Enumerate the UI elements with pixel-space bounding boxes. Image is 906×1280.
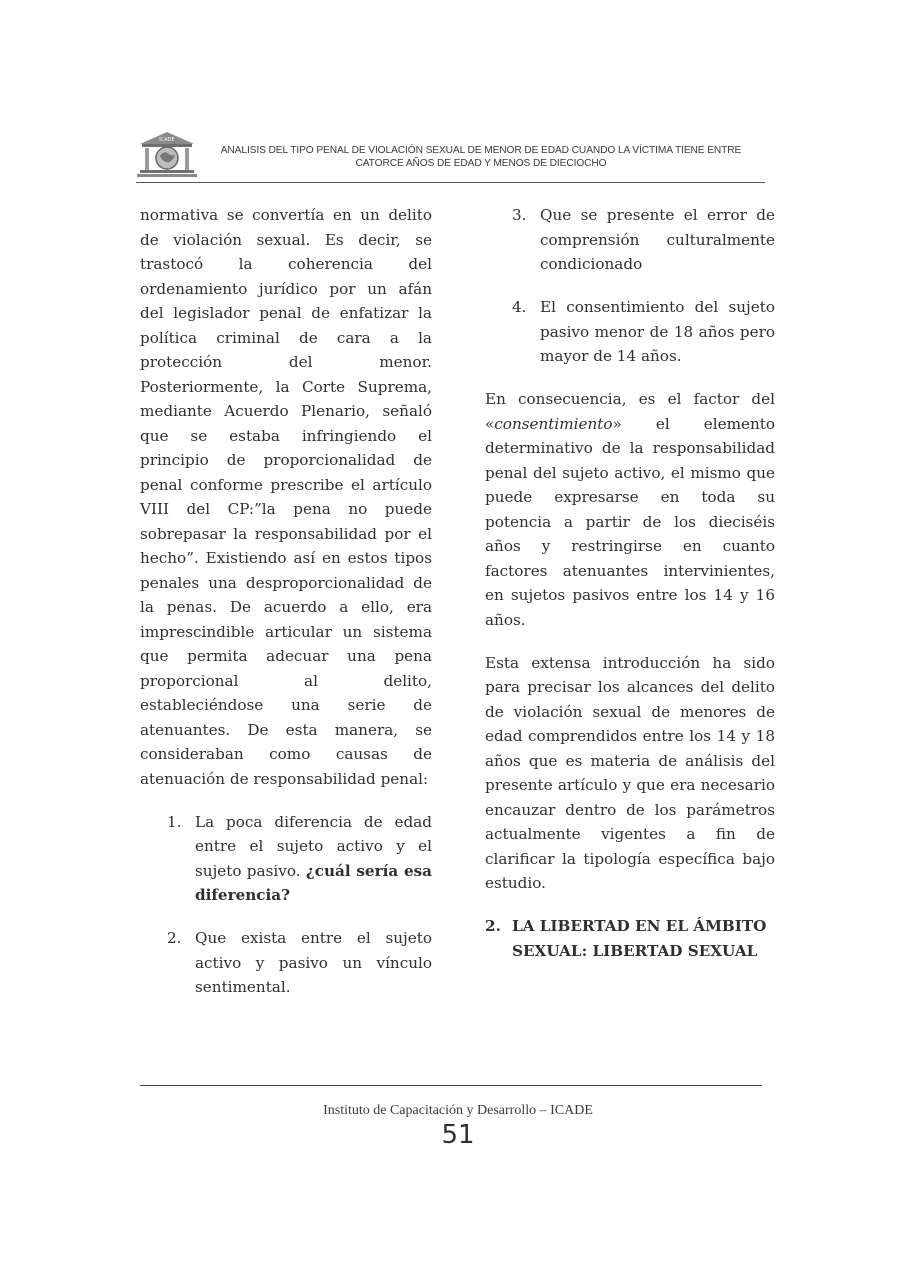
list-number: 3. (512, 206, 527, 224)
list-number: 4. (512, 298, 527, 316)
right-column (485, 203, 775, 963)
section-number: 2. (485, 917, 501, 935)
body-paragraph (485, 387, 775, 632)
list-item (140, 810, 432, 908)
svg-text:ICADE: ICADE (159, 137, 175, 143)
left-column (140, 203, 432, 1018)
list-text: El consentimiento del sujeto pasivo menor de 18 años pero mayor de 14 años. (540, 298, 775, 365)
header-divider (136, 182, 765, 183)
page-number: 51 (441, 1120, 475, 1150)
list-item (485, 203, 775, 277)
attenuation-list-continued (485, 203, 775, 369)
page-header (136, 130, 764, 182)
section-heading (485, 914, 775, 963)
list-text: Que se presente el error de comprensión culturalmente condicionado (540, 206, 775, 273)
list-item (140, 926, 432, 1000)
section-title: LA LIBERTAD EN EL ÁMBITO SEXUAL: LIBERTAD SEXUAL (512, 917, 767, 960)
list-item (485, 295, 775, 369)
footer-divider (140, 1085, 762, 1086)
paragraph-text: » el elemento determinativo de la responsabilidad penal del sujeto activo, el mismo que puede expresarse en toda su potencia a partir de los dieciséis años y restringirse en cuanto factores atenuantes intervinientes, en sujetos pasivos entre los 14 y 16 años. (485, 414, 775, 629)
footer-institution: Instituto de Capacitación y Desarrollo – ICADE (323, 1103, 593, 1118)
list-text: La poca diferencia de edad entre el sujeto activo y el sujeto pasivo. (195, 812, 432, 880)
body-paragraph: normativa se convertía en un delito de violación sexual. Es decir, se trastocó la coherencia del ordenamiento jurídico por un afán del legislador penal de enfatizar la política criminal de cara a la protección del menor. Posteriormente, la Corte Suprema, mediante Acuerdo Plenario, señaló que se estaba infringiendo el principio de proporcionalidad de penal conforme prescribe el artículo VIII del CP:”la pena no puede sobrepasar la responsabilidad por el hecho”. Existiendo así en estos tipos penales una desproporcionalidad de la penas. De acuerdo a ello, era imprescindible articular un sistema que permita adecuar una pena proporcional al delito, estableciéndose una serie de atenuantes. De esta manera, se consideraban como causas de atenuación de responsabilidad penal: (140, 206, 432, 788)
running-header-title: ANALISIS DEL TIPO PENAL DE VIOLACIÓN SEXUAL DE MENOR DE EDAD CUANDO LA VÍCTIMA TIENE ENTRE CATORCE AÑOS DE EDAD Y MENOS DE DIECIOCHO (220, 145, 742, 169)
list-question: ¿cuál sería esa diferencia? (195, 861, 433, 904)
attenuation-list (140, 810, 432, 1000)
icade-logo-icon (136, 130, 198, 180)
list-text: Que exista entre el sujeto activo y pasivo un vínculo sentimental. (195, 929, 432, 996)
list-number: 2. (167, 929, 182, 947)
paragraph-text: En consecuencia, es el factor del « (485, 390, 775, 433)
list-number: 1. (167, 812, 182, 831)
emphasis-term: consentimiento (494, 414, 613, 433)
body-paragraph: Esta extensa introducción ha sido para precisar los alcances del delito de violación sexual de menores de edad comprendidos entre los 14 y 18 años que es materia de análisis del presente artículo y que era necesario encauzar dentro de los parámetros actualmente vigentes a fin de clarificar la tipología específica bajo estudio. (485, 653, 775, 892)
